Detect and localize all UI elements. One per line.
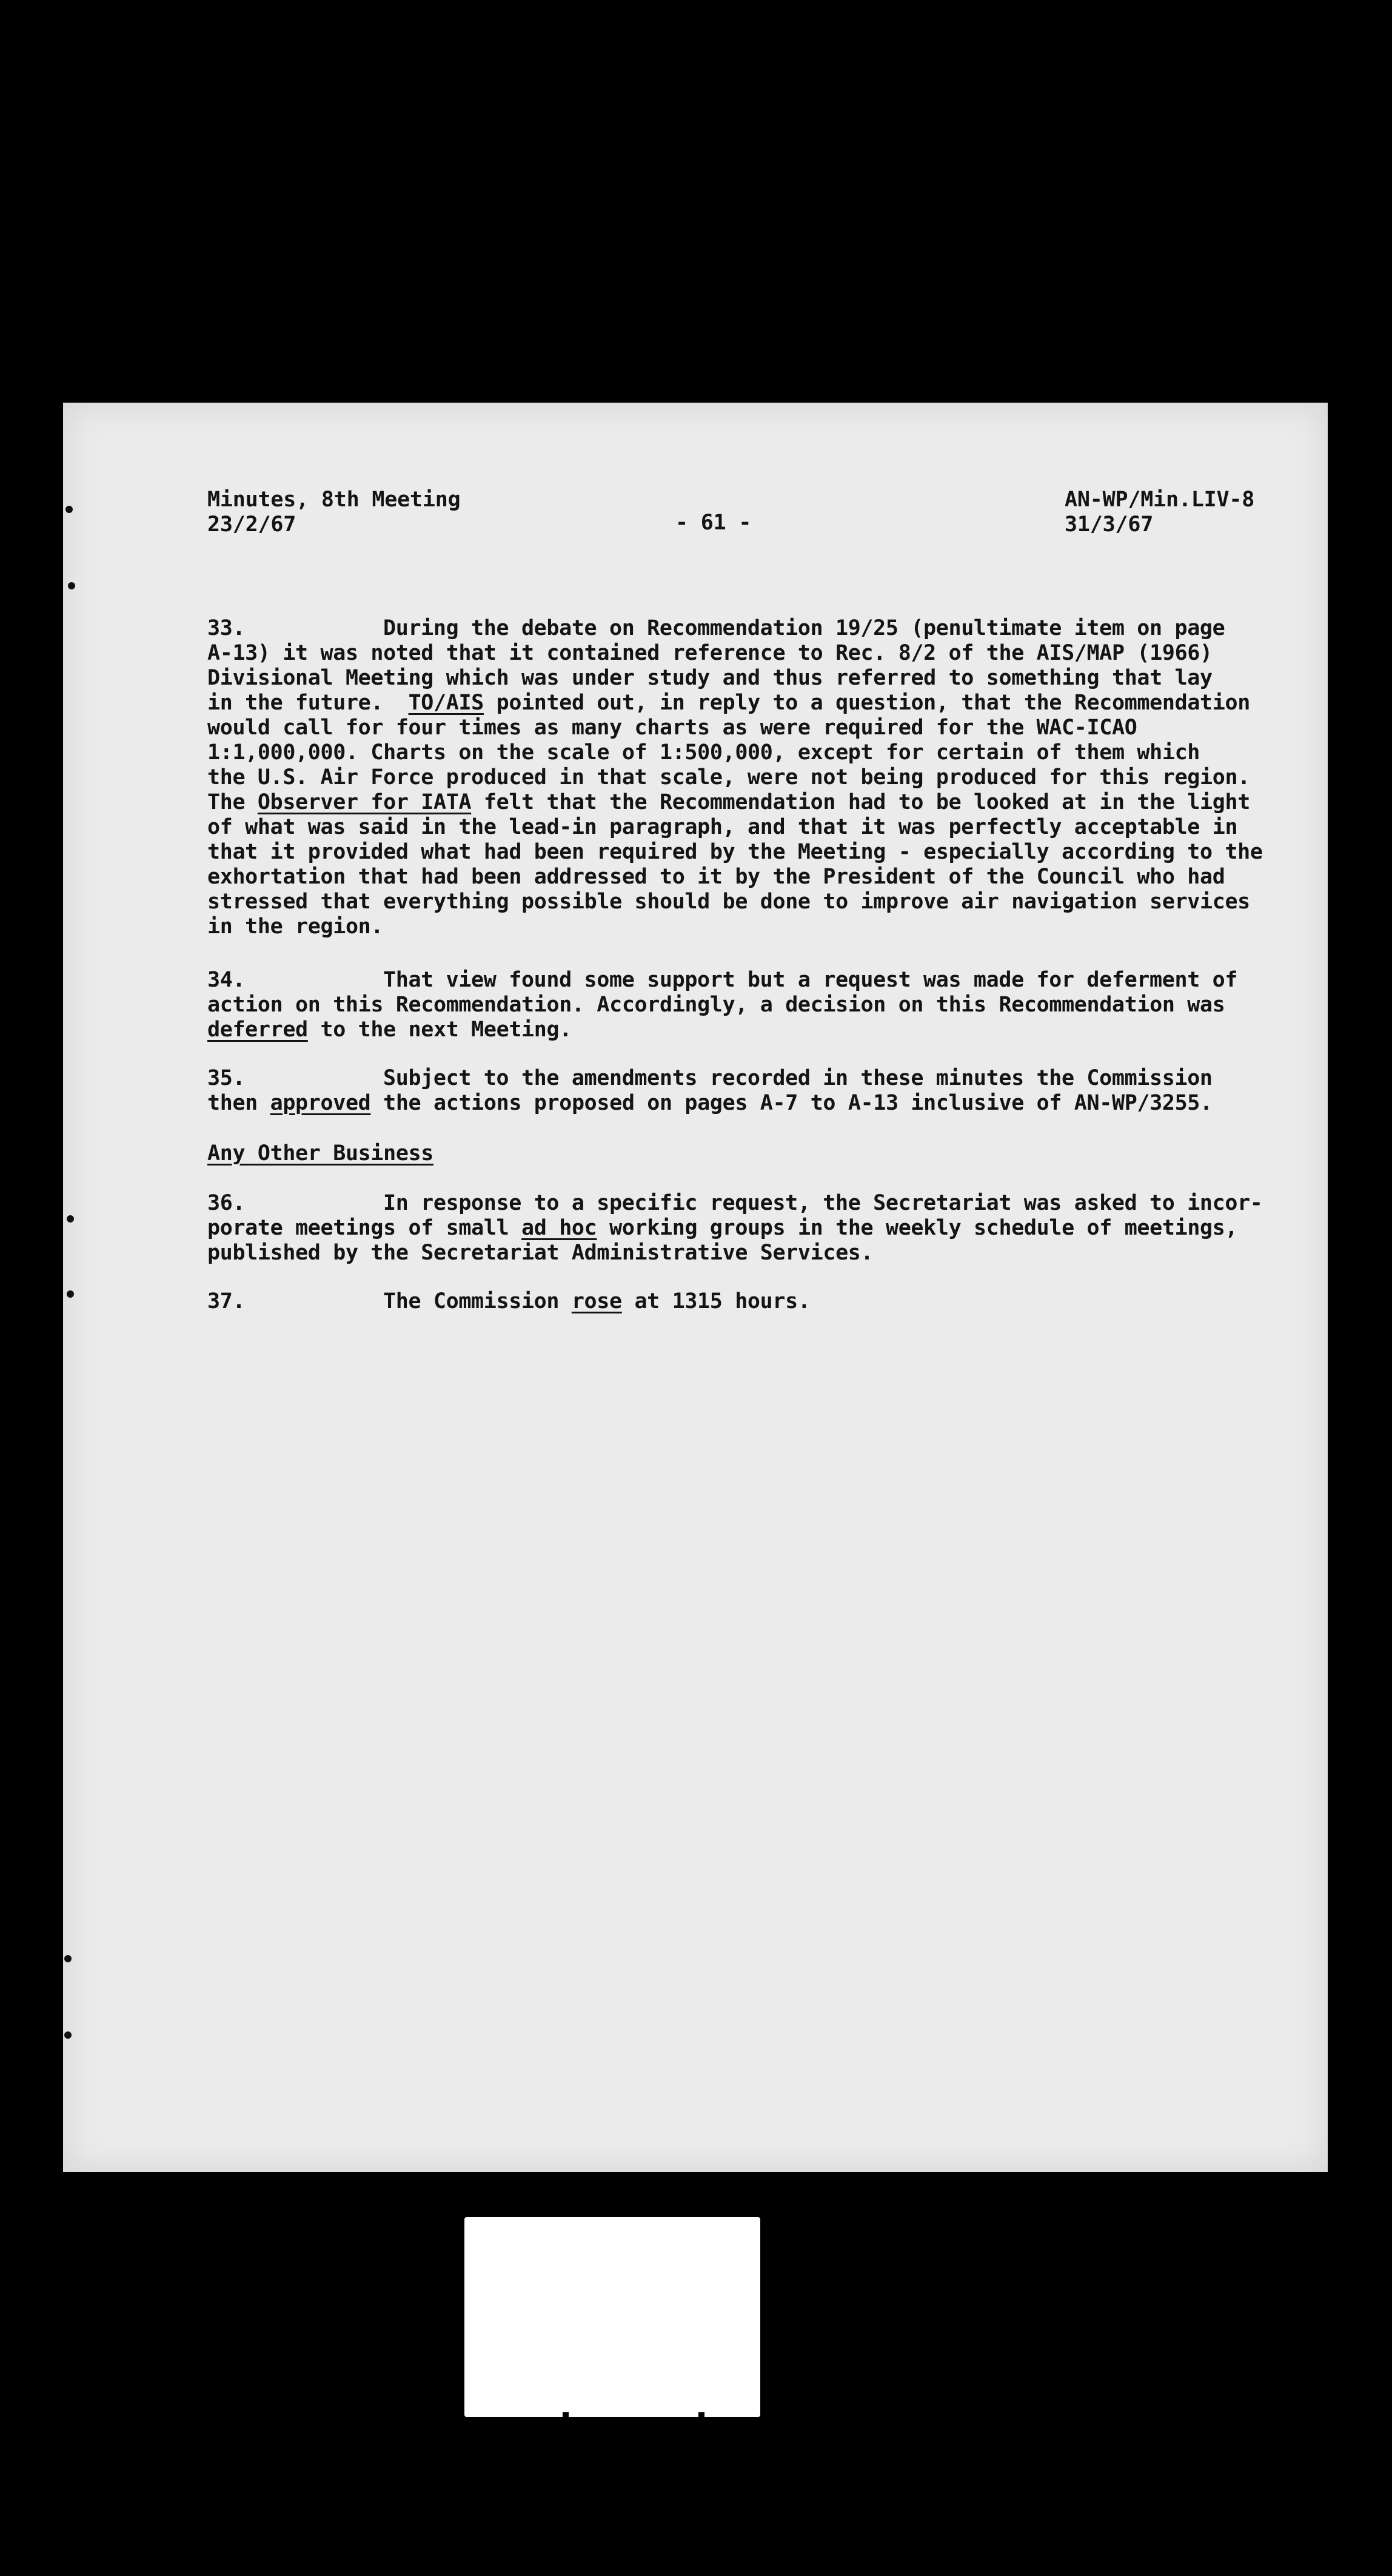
header-meeting: Minutes, 8th Meeting xyxy=(207,488,461,512)
paragraph-number: 36. xyxy=(207,1191,246,1215)
section-heading-text: Any Other Business xyxy=(207,1141,433,1166)
paragraph-number: 35. xyxy=(207,1066,246,1090)
paragraph-number: 34. xyxy=(207,968,246,992)
header-left xyxy=(207,488,460,537)
binder-hole xyxy=(64,1955,72,1962)
header-doc-date: 31/3/67 xyxy=(1065,512,1154,537)
page-number: - 61 - xyxy=(675,511,752,535)
card-mark xyxy=(563,2412,569,2417)
paragraph-37: 37. The Commission rose at 1315 hours. xyxy=(207,1289,811,1313)
underlined-observer-iata: Observer for IATA xyxy=(257,790,472,814)
paragraph-number: 37. xyxy=(207,1289,246,1313)
paragraph-34: 34. That view found some support but a request was made for deferment of action on this Recommendation. Accordingly, a decision on this Recommendation was deferred to the next Meeting. xyxy=(207,968,1238,1042)
header-doc-ref: AN-WP/Min.LIV-8 xyxy=(1065,488,1255,512)
binder-hole xyxy=(68,582,75,589)
underlined-approved: approved xyxy=(270,1091,371,1115)
paragraph-33: 33. During the debate on Recommendation 19/25 (penultimate item on page A-13) it was noted that it contained reference to Rec. 8/2 of the AIS/MAP (1966) Divisional Meeting which was under study and thus referred to something that lay in the future. TO/AIS pointed out, in reply to a question, that the Recommendation would call for four times as many charts as were required for the WAC-ICAO 1:1,000,000. Charts on the scale of 1:500,000, except for certain of them which the U.S. Air Force produced in that scale, were not being produced for this region. The Observer for IATA felt that the Recommendation had to be looked at in the light of what was said in the lead-in paragraph, and that it was perfectly acceptable in that it provided what had been required by the Meeting - especially according to the exhortation that had been addressed to it by the President of the Council who had stressed that everything possible should be done to improve air navigation services in the region. xyxy=(207,616,1263,939)
document-page xyxy=(63,403,1328,2172)
header-right xyxy=(1065,488,1254,537)
underlined-rose: rose xyxy=(571,1289,622,1313)
paragraph-35: 35. Subject to the amendments recorded in these minutes the Commission then approved the actions proposed on pages A-7 to A-13 inclusive of AN-WP/3255. xyxy=(207,1066,1213,1115)
paragraph-number: 33. xyxy=(207,616,246,640)
binder-hole xyxy=(64,2031,72,2039)
header-date: 23/2/67 xyxy=(207,512,296,537)
blank-label-card xyxy=(464,2217,760,2417)
binder-hole xyxy=(67,1290,74,1298)
underlined-ad-hoc: ad hoc xyxy=(521,1216,597,1240)
paragraph-36: 36. In response to a specific request, the Secretariat was asked to incor- porate meetings of small ad hoc working groups in the weekly schedule of meetings, published by the Secretariat Administrative Services. xyxy=(207,1191,1263,1265)
section-heading xyxy=(207,1141,1238,1166)
binder-hole xyxy=(67,1215,74,1223)
underlined-to-ais: TO/AIS xyxy=(408,691,484,715)
binder-hole xyxy=(65,506,73,513)
card-mark xyxy=(698,2412,704,2417)
underlined-deferred: deferred xyxy=(207,1018,308,1042)
